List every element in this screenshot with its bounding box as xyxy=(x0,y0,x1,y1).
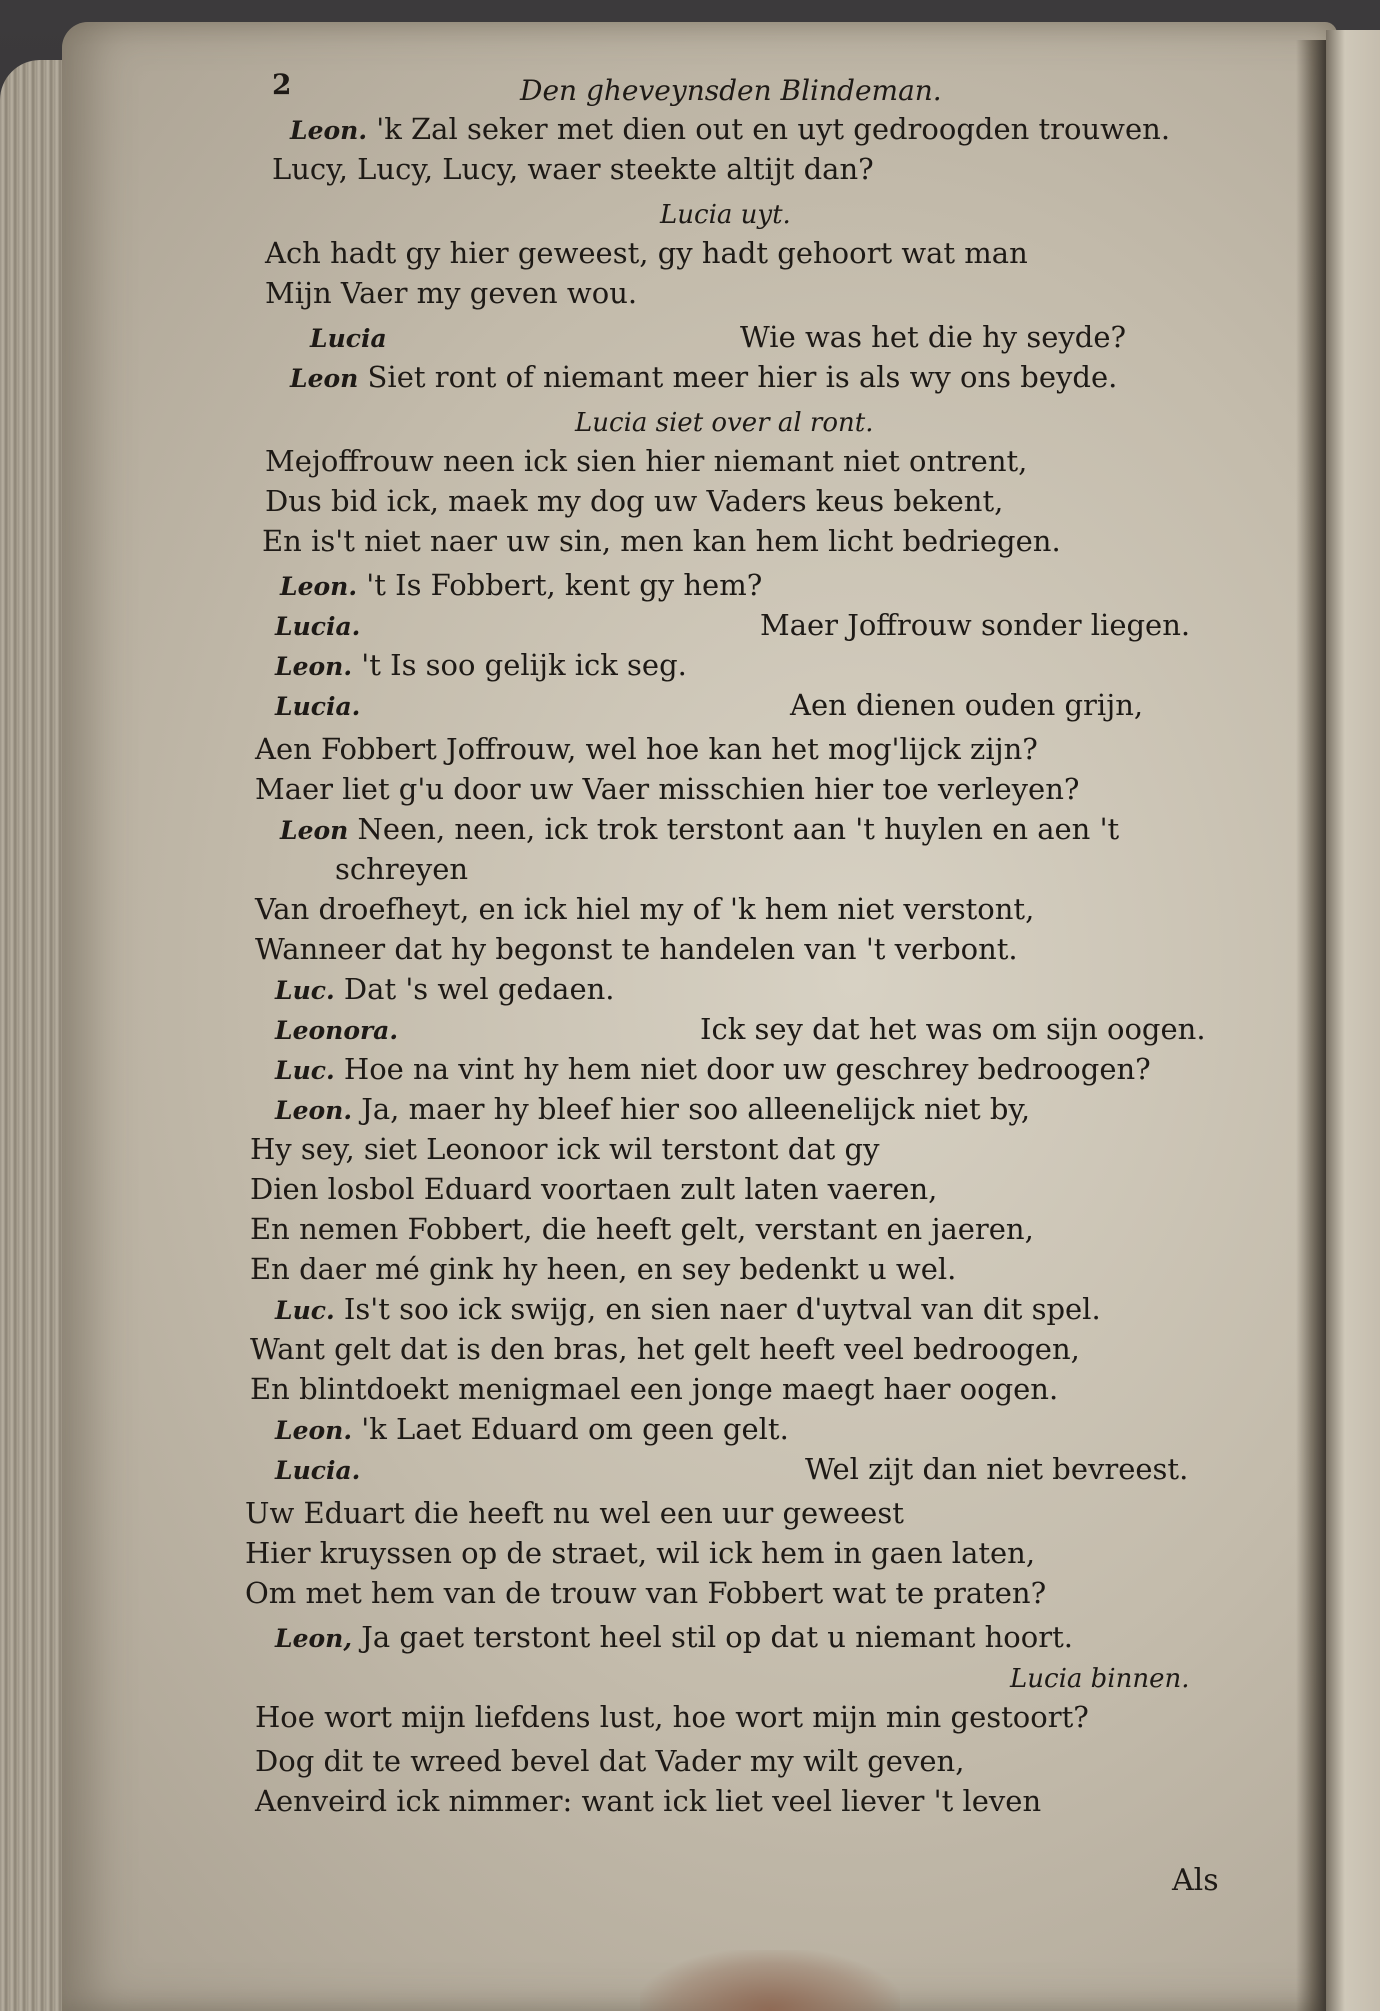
verse-text: Dat 's wel gedaen. xyxy=(334,972,615,1006)
verse-text: Ja, maer hy bleef hier soo alleenelijck niet by, xyxy=(352,1092,1031,1126)
verse-text: Hoe na vint hy hem niet door uw geschrey bedroogen? xyxy=(334,1052,1151,1086)
speaker-name: Leon xyxy=(280,816,349,845)
verse-text: Ick sey dat het was om sijn oogen. xyxy=(700,1012,1206,1046)
verse-text: 'k Zal seker met dien out en uyt gedroogden trouwen. xyxy=(367,112,1171,146)
running-title: Den gheveynsden Blindeman. xyxy=(520,74,942,107)
verse-text: Mijn Vaer my geven wou. xyxy=(265,276,638,310)
text-line xyxy=(272,152,874,186)
text-line xyxy=(275,608,360,644)
verse-text: Siet ront of niemant meer hier is als wy ons beyde. xyxy=(358,360,1118,394)
text-line xyxy=(250,1252,956,1286)
text-line xyxy=(250,1332,1080,1366)
verse-text: 't Is Fobbert, kent gy hem? xyxy=(357,568,763,602)
verse-text: Wel zijt dan niet bevreest. xyxy=(805,1452,1189,1486)
speaker-name: Leon. xyxy=(275,652,353,681)
verse-text: Want gelt dat is den bras, het gelt heeft veel bedroogen, xyxy=(250,1332,1080,1366)
verse-text: Van droefheyt, en ick hiel my of 'k hem niet verstont, xyxy=(255,892,1035,926)
speaker-name: Leon. xyxy=(280,572,358,601)
text-line xyxy=(310,320,387,356)
verse-text: Lucy, Lucy, Lucy, waer steekte altijt dan? xyxy=(272,152,874,186)
stage-direction: Lucia binnen. xyxy=(1010,1664,1190,1694)
text-line xyxy=(275,1012,398,1048)
text-line xyxy=(265,276,637,310)
text-line xyxy=(275,648,687,684)
speaker-name: Lucia. xyxy=(275,612,361,641)
text-line xyxy=(280,812,1119,848)
text-line xyxy=(275,1620,1073,1656)
verse-text: Ja gaet terstont heel stil op dat u niemant hoort. xyxy=(352,1620,1073,1654)
text-line xyxy=(255,1744,964,1778)
book-gutter xyxy=(1296,40,1326,2011)
speaker-name: Leon xyxy=(290,364,359,393)
speaker-name: Leon. xyxy=(275,1096,353,1125)
text-line xyxy=(275,1052,1151,1088)
verse-text: Maer liet g'u door uw Vaer misschien hier toe verleyen? xyxy=(255,772,1080,806)
verse-text: Neen, neen, ick trok terstont aan 't huylen en aen 't xyxy=(348,812,1120,846)
text-line xyxy=(255,1700,1089,1734)
text-line xyxy=(265,484,1003,518)
verse-text: Uw Eduart die heeft nu wel een uur geweest xyxy=(245,1496,904,1530)
verse-text: Maer Joffrouw sonder liegen. xyxy=(760,608,1191,642)
text-line xyxy=(255,732,1038,766)
speaker-name: Leonora. xyxy=(275,1016,399,1045)
text-line xyxy=(255,1784,1041,1818)
text-line xyxy=(575,404,873,440)
text-line xyxy=(290,360,1117,396)
verse-text: Aen dienen ouden grijn, xyxy=(790,688,1144,722)
text-line xyxy=(1010,1660,1190,1696)
speaker-name: Leon. xyxy=(290,116,368,145)
text-line xyxy=(275,688,360,724)
text-line xyxy=(290,112,1170,148)
speaker-name: Lucia xyxy=(310,324,387,353)
text-line xyxy=(245,1496,904,1530)
text-line xyxy=(265,444,1027,478)
verse-text: Aenveird ick nimmer: want ick liet veel liever 't leven xyxy=(255,1784,1042,1818)
text-line xyxy=(250,1372,1058,1406)
verse-text: En blintdoekt menigmael een jonge maegt haer oogen. xyxy=(250,1372,1059,1406)
catchword: Als xyxy=(1172,1863,1219,1898)
verse-text: Hy sey, siet Leonoor ick wil terstont dat gy xyxy=(250,1132,880,1166)
verse-text: Dog dit te wreed bevel dat Vader my wilt geven, xyxy=(255,1744,965,1778)
text-line xyxy=(245,1536,1035,1570)
speaker-name: Leon, xyxy=(275,1624,353,1653)
text-line xyxy=(250,1212,1034,1246)
text-line xyxy=(660,196,791,232)
stage-direction: Lucia uyt. xyxy=(660,200,791,230)
verse-text: Hier kruyssen op de straet, wil ick hem in gaen laten, xyxy=(245,1536,1036,1570)
text-line xyxy=(250,1172,937,1206)
text-line xyxy=(265,236,1028,270)
verse-text: Hoe wort mijn liefdens lust, hoe wort mijn min gestoort? xyxy=(255,1700,1089,1734)
text-line xyxy=(275,1292,1101,1328)
speaker-name: Lucia. xyxy=(275,1456,361,1485)
speaker-name: Leon. xyxy=(275,1416,353,1445)
text-line xyxy=(275,1452,360,1488)
verse-text: Dus bid ick, maek my dog uw Vaders keus bekent, xyxy=(265,484,1004,518)
speaker-name: Lucia. xyxy=(275,692,361,721)
speaker-name: Luc. xyxy=(275,1056,335,1085)
text-line xyxy=(280,568,762,604)
text-line xyxy=(275,1092,1030,1128)
verse-text: Aen Fobbert Joffrouw, wel hoe kan het mog'lijck zijn? xyxy=(255,732,1038,766)
text-line xyxy=(335,852,468,886)
verse-text: Wanneer dat hy begonst te handelen van 't verbont. xyxy=(255,932,1018,966)
text-line xyxy=(250,1132,879,1166)
text-line xyxy=(275,972,615,1008)
speaker-name: Luc. xyxy=(275,1296,335,1325)
text-line xyxy=(245,1576,1046,1610)
verse-text: 't Is soo gelijk ick seg. xyxy=(352,648,687,682)
verse-text: Ach hadt gy hier geweest, gy hadt gehoort wat man xyxy=(265,236,1028,270)
verse-text: En is't niet naer uw sin, men kan hem licht bedriegen. xyxy=(262,524,1061,558)
verse-text: En nemen Fobbert, die heeft gelt, verstant en jaeren, xyxy=(250,1212,1034,1246)
text-line xyxy=(255,892,1034,926)
text-line xyxy=(255,932,1018,966)
verse-text: Dien losbol Eduard voortaen zult laten vaeren, xyxy=(250,1172,938,1206)
verse-text: Wie was het die hy seyde? xyxy=(740,320,1127,354)
speaker-name: Luc. xyxy=(275,976,335,1005)
facing-page-edge xyxy=(1326,30,1380,2011)
page-number: 2 xyxy=(272,68,292,101)
text-line xyxy=(262,524,1061,558)
text-line xyxy=(255,772,1079,806)
verse-text: 'k Laet Eduard om geen gelt. xyxy=(352,1412,789,1446)
verse-text: En daer mé gink hy heen, en sey bedenkt u wel. xyxy=(250,1252,957,1286)
thumb xyxy=(640,1950,900,2011)
text-line xyxy=(275,1412,789,1448)
verse-text: Mejoffrouw neen ick sien hier niemant niet ontrent, xyxy=(265,444,1028,478)
verse-text: Is't soo ick swijg, en sien naer d'uytval van dit spel. xyxy=(334,1292,1101,1326)
verse-text: Om met hem van de trouw van Fobbert wat te praten? xyxy=(245,1576,1047,1610)
verse-text: schreyen xyxy=(335,852,469,886)
stage-direction: Lucia siet over al ront. xyxy=(575,408,874,438)
